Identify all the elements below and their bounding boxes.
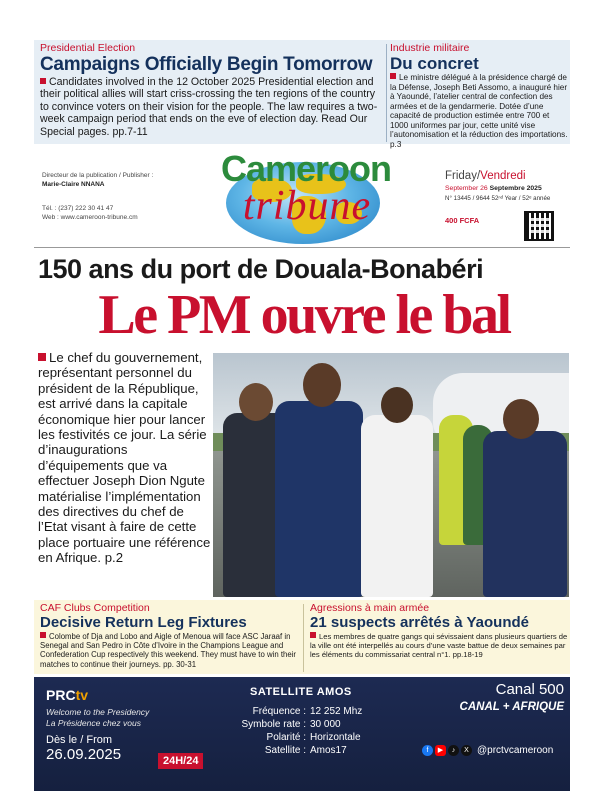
teaser-presidential-election[interactable] bbox=[40, 42, 384, 138]
masthead-word-tribune: tribune bbox=[242, 183, 372, 229]
lead-body: Le chef du gouvernement, représentant personnel du président de la République, est arrivé dans la capitale économique hier pour lancer les festivités ce jour. La série d’inaugurations d’équipements que va effectuer Joseph Dion Ngute matérialise l’implémentation des directives du chef de l’Etat visant à faire de cette place portuaire une référence en Afrique. p.2 bbox=[38, 350, 211, 566]
bullet-square-icon bbox=[310, 632, 316, 638]
teaser-industrie-militaire[interactable] bbox=[390, 42, 568, 149]
facebook-icon[interactable]: f bbox=[422, 745, 433, 756]
prctv-advertisement[interactable] bbox=[34, 677, 570, 791]
teaser-kicker: Industrie militaire bbox=[390, 42, 470, 54]
teaser-kicker: Presidential Election bbox=[40, 42, 136, 54]
ad-social-handle: @prctvcameroon bbox=[477, 745, 554, 756]
ad-canal-number: Canal 500 bbox=[495, 681, 564, 698]
edition-day: Friday/Vendredi bbox=[445, 170, 526, 182]
person-figure bbox=[275, 401, 363, 597]
ad-row: Symbole rate : 30 000 bbox=[241, 719, 341, 730]
ad-satellite-title: SATELLITE AMOS bbox=[250, 686, 352, 698]
masthead-word-cameroon: Cameroon bbox=[220, 148, 392, 189]
teaser-body: Colombe of Dja and Lobo and Aigle of Menoua will face ASC Jaraaf in Senegal and San Pedro in Côte d’Ivoire in the Champions League and Confederation Cup respectively this weekend. They must have to win their matches to continue their journeys. pp. 30-31 bbox=[40, 632, 296, 669]
edition-date: September 26 Septembre 2025 bbox=[445, 185, 542, 192]
teaser-body: Les membres de quatre gangs qui sévissaient dans plusieurs quartiers de la ville ont été interpellés au cours d’une vaste battue de deux semaines par les éléments du commissariat central n°1. pp.18-19 bbox=[310, 632, 568, 659]
teaser-kicker: CAF Clubs Competition bbox=[40, 602, 150, 614]
qr-code-icon[interactable] bbox=[524, 211, 554, 241]
publisher-name: Marie-Claire NNANA bbox=[42, 180, 105, 188]
ad-row: Satellite : Amos17 bbox=[264, 745, 347, 756]
bullet-square-icon bbox=[40, 632, 46, 638]
edition-info bbox=[445, 170, 565, 202]
publisher-tel: Tél. : (237) 222 30 41 47 bbox=[42, 205, 114, 212]
ad-row: Fréquence : 12 252 Mhz bbox=[252, 706, 363, 717]
person-figure bbox=[361, 415, 433, 597]
tiktok-icon[interactable]: ♪ bbox=[448, 745, 459, 756]
divider bbox=[303, 604, 304, 672]
lead-subheadline[interactable]: 150 ans du port de Douala-Bonabéri bbox=[38, 254, 484, 284]
ad-badge: 24H/24 bbox=[158, 753, 203, 769]
teaser-headline: Decisive Return Leg Fixtures bbox=[40, 614, 247, 631]
teaser-caf[interactable] bbox=[40, 602, 302, 669]
bullet-square-icon bbox=[390, 73, 396, 79]
ad-date-label: Dès le / From bbox=[46, 734, 113, 746]
ad-satellite-table bbox=[230, 705, 430, 757]
ad-social-row[interactable] bbox=[422, 745, 566, 756]
x-icon[interactable]: X bbox=[461, 745, 472, 756]
teaser-headline: Du concret bbox=[390, 54, 479, 73]
publisher-info bbox=[42, 172, 202, 222]
divider bbox=[34, 247, 570, 248]
publisher-web: Web : www.cameroon-tribune.cm bbox=[42, 213, 138, 221]
lead-photo[interactable] bbox=[213, 353, 569, 597]
teaser-headline: 21 suspects arrêtés à Yaoundé bbox=[310, 614, 530, 631]
prctv-logo: PRCtv bbox=[46, 687, 89, 703]
person-figure bbox=[483, 431, 567, 597]
teaser-agressions[interactable] bbox=[310, 602, 568, 659]
teaser-headline: Campaigns Officially Begin Tomorrow bbox=[40, 54, 373, 75]
edition-price: 400 FCFA bbox=[445, 216, 480, 225]
masthead-logo[interactable] bbox=[204, 150, 404, 245]
ad-row: Polarité : Horizontale bbox=[266, 732, 361, 743]
ad-date-value: 26.09.2025 bbox=[46, 746, 122, 763]
divider bbox=[386, 44, 387, 142]
ad-tagline-fr: La Présidence chez vous bbox=[46, 718, 141, 728]
teaser-body: Le ministre délégué à la présidence chargé de la Défense, Joseph Beti Assomo, a inauguré hier à Yaoundé, l’atelier central de confection des armées et de la gendarmerie. Dotée d’une capacité de production estimée entre 700 et 1000 uniformes par jour, cette unité vise l’autonomisation et la réduction des importations. p.3 bbox=[390, 73, 568, 149]
ad-tagline-en: Welcome to the Presidency bbox=[46, 707, 150, 717]
edition-issue: N° 13445 / 9644 52ⁿᵈ Year / 52ᵉ année bbox=[445, 195, 551, 202]
ad-canal-name: CANAL + AFRIQUE bbox=[459, 701, 564, 713]
bullet-square-icon bbox=[40, 78, 46, 84]
lead-headline[interactable]: Le PM ouvre le bal bbox=[98, 284, 510, 346]
teaser-body: Candidates involved in the 12 October 2025 Presidential election and their political allies will start criss-crossing the ten regions of the country to convince voters on their vision for the people. The law requires a two-week campaign period that ends on the eve of election day. Read Our Special pages. pp.7-11 bbox=[40, 76, 378, 138]
bullet-square-icon bbox=[38, 353, 46, 361]
teaser-kicker: Agressions à main armée bbox=[310, 602, 430, 614]
publisher-label: Directeur de la publication / Publisher : bbox=[42, 172, 154, 179]
youtube-icon[interactable]: ▶ bbox=[435, 745, 446, 756]
